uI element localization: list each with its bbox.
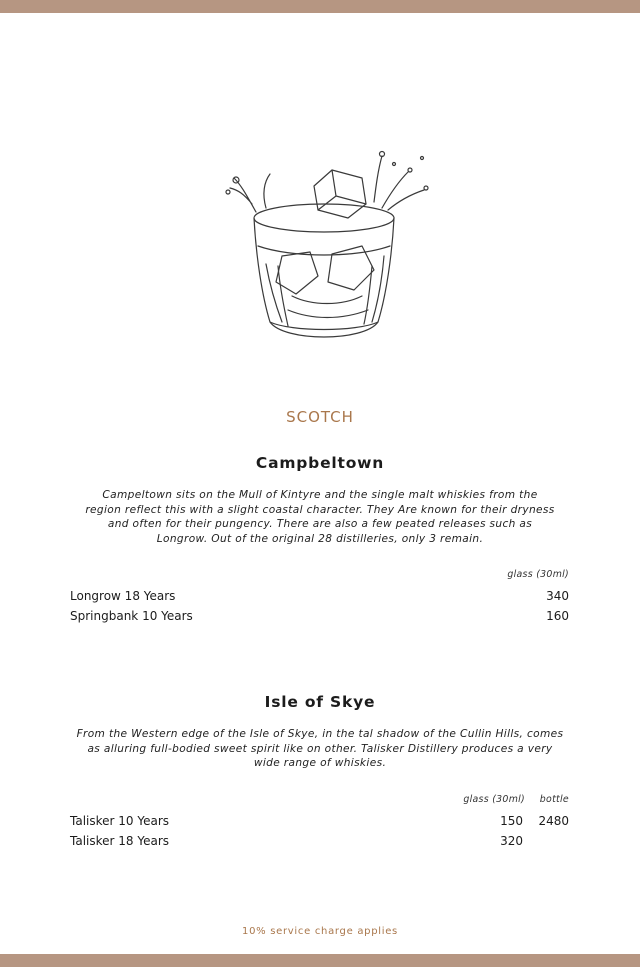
section-isle-of-skye bbox=[0, 693, 640, 854]
section-description: From the Western edge of the Isle of Skye, in the tal shadow of the Cullin Hills, comes as alluring full-bodied sweet spirit like on other. Talisker Distillery produces a very wide range of whiskies. bbox=[76, 728, 564, 770]
top-border-band bbox=[0, 0, 640, 13]
item-price-glass: 160 bbox=[546, 609, 569, 624]
menu-item-row bbox=[0, 609, 640, 629]
section-title: Isle of Skye bbox=[264, 693, 376, 711]
price-header bbox=[0, 569, 640, 589]
column-header-glass: glass (30ml) bbox=[463, 793, 525, 805]
section-campbeltown bbox=[0, 454, 640, 629]
item-name: Talisker 18 Years bbox=[70, 833, 170, 848]
column-header-glass: glass (30ml) bbox=[507, 569, 569, 581]
column-header-bottle: bottle bbox=[539, 793, 569, 805]
item-price-glass: 150 bbox=[500, 813, 523, 828]
price-header bbox=[0, 794, 640, 814]
menu-item-row bbox=[0, 834, 640, 854]
item-price-glass: 340 bbox=[546, 589, 569, 604]
menu-item-row bbox=[0, 814, 640, 834]
category-title: SCOTCH bbox=[286, 408, 354, 426]
item-price-glass: 320 bbox=[500, 833, 523, 848]
section-title: Campbeltown bbox=[255, 454, 385, 472]
item-price-bottle: 2480 bbox=[538, 813, 569, 828]
whisky-glass-splash-icon bbox=[222, 146, 434, 352]
menu-item-row bbox=[0, 589, 640, 609]
section-description: Campeltown sits on the Mull of Kintyre and the single malt whiskies from the region reflect this with a slight coastal character. They Are known for their dryness and often for their pungency. There are also a few peated releases such as Longrow. Out of the original 28 distilleries, only 3 remain. bbox=[85, 489, 555, 545]
item-name: Talisker 10 Years bbox=[70, 813, 170, 828]
service-charge-note: 10% service charge applies bbox=[242, 926, 398, 937]
item-name: Longrow 18 Years bbox=[70, 589, 176, 604]
item-name: Springbank 10 Years bbox=[70, 609, 193, 624]
bottom-border-band bbox=[0, 954, 640, 967]
